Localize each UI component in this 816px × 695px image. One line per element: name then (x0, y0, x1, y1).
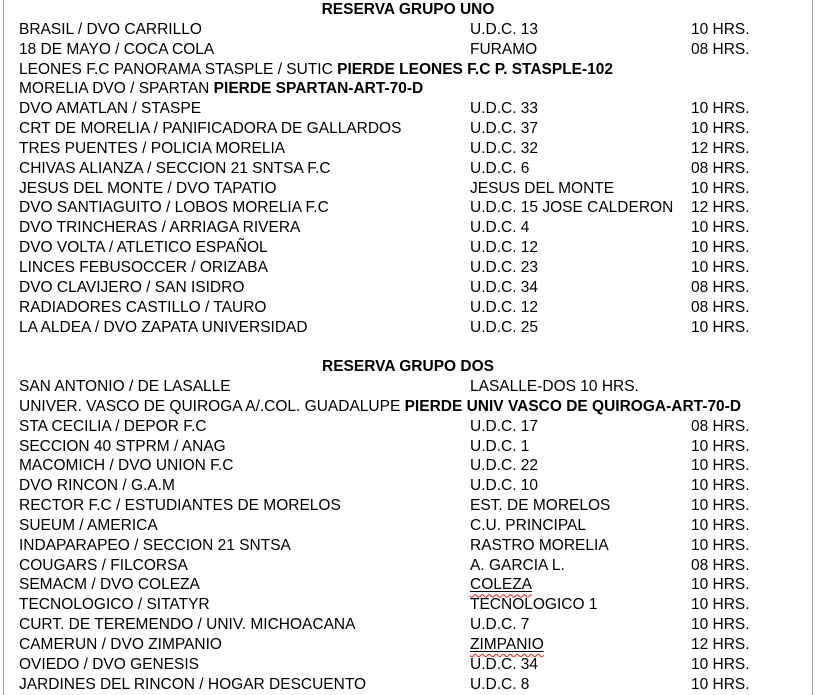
time-cell: 08 HRS. (691, 417, 750, 435)
venue-cell: U.D.C. 22 (470, 457, 539, 475)
forfeit-note-text: PIERDE LEONES F.C P. STASPLE-102 (337, 60, 614, 78)
match-teams-text: JARDINES DEL RINCON / HOGAR DESCUENTO (19, 675, 367, 693)
forfeit-note-text: PIERDE SPARTAN-ART-70-D (213, 80, 424, 98)
match-teams-text: JESUS DEL MONTE / DVO TAPATIO (19, 179, 277, 197)
match-teams-text: DVO TRINCHERAS / ARRIAGA RIVERA (19, 219, 301, 237)
schedule-row (0, 238, 816, 258)
schedule-row (0, 298, 816, 318)
schedule-row (0, 139, 816, 159)
time-cell: 10 HRS. (691, 120, 750, 138)
blank-line (0, 337, 816, 357)
section-title-text: RESERVA GRUPO DOS (322, 358, 494, 376)
schedule-row (0, 397, 816, 417)
time-cell: 08 HRS. (691, 298, 750, 316)
match-teams-text: MACOMICH / DVO UNION F.C (19, 457, 234, 475)
time-cell: 10 HRS. (691, 437, 750, 455)
schedule-row (0, 536, 816, 556)
match-teams-text: TRES PUENTES / POLICIA MORELIA (19, 139, 286, 157)
time-cell: 08 HRS. (691, 556, 750, 574)
schedule-row (0, 40, 816, 60)
schedule-row (0, 675, 816, 695)
time-cell: 10 HRS. (691, 457, 750, 475)
venue-cell: U.D.C. 10 (470, 477, 539, 495)
match-teams-text: DVO SANTIAGUITO / LOBOS MORELIA F.C (19, 199, 329, 217)
venue-cell: U.D.C. 25 (470, 318, 539, 336)
venue-cell: U.D.C. 4 (470, 219, 530, 237)
match-teams-text: TECNOLOGICO / SITATYR (19, 596, 210, 614)
schedule-row (0, 615, 816, 635)
schedule-row (0, 218, 816, 238)
section-title (0, 0, 816, 20)
time-cell: 10 HRS. (691, 100, 750, 118)
time-cell: 12 HRS. (691, 636, 750, 653)
match-teams-text: DVO AMATLAN / STASPE (19, 100, 202, 118)
schedule-row (0, 456, 816, 476)
time-cell: 10 HRS. (691, 219, 750, 237)
match-teams-text: INDAPARAPEO / SECCION 21 SNTSA (19, 536, 291, 554)
match-teams-text: RECTOR F.C / ESTUDIANTES DE MORELOS (19, 497, 341, 515)
schedule-row (0, 60, 816, 80)
forfeit-note-text: PIERDE UNIV VASCO DE QUIROGA-ART-70-D (404, 397, 742, 415)
schedule-row (0, 437, 816, 457)
venue-text-misspelled: COLEZA (470, 576, 533, 594)
time-cell: 08 HRS. (691, 159, 750, 177)
venue-cell: U.D.C. 33 (470, 100, 539, 118)
match-teams-text: MORELIA DVO / SPARTAN (19, 80, 210, 98)
time-cell: 08 HRS. (691, 40, 750, 58)
time-cell: 12 HRS. (691, 199, 750, 217)
venue-cell: U.D.C. 12 (470, 298, 539, 316)
time-cell: 10 HRS. (691, 318, 750, 336)
venue-cell: U.D.C. 6 (470, 159, 530, 177)
schedule-row (0, 258, 816, 278)
section-title-text: RESERVA GRUPO UNO (321, 1, 495, 18)
time-cell: 10 HRS. (691, 258, 750, 276)
match-teams-text: LEONES F.C PANORAMA STASPLE / SUTIC (19, 60, 333, 78)
match-teams-text: OVIEDO / DVO GENESIS (19, 655, 200, 673)
schedule-row (0, 556, 816, 576)
venue-cell: U.D.C. 34 (470, 278, 539, 296)
schedule-row (0, 635, 816, 655)
venue-cell: U.D.C. 34 (470, 655, 539, 673)
venue-cell: U.D.C. 12 (470, 239, 539, 257)
match-teams-text: SUEUM / AMERICA (19, 516, 158, 534)
venue-cell: U.D.C. 17 (470, 417, 539, 435)
schedule-row (0, 159, 816, 179)
schedule-row (0, 79, 816, 99)
time-cell: 10 HRS. (691, 20, 750, 38)
schedule-row (0, 20, 816, 40)
venue-cell: U.D.C. 7 (470, 616, 530, 634)
match-teams-text: LINCES FEBUSOCCER / ORIZABA (19, 258, 268, 276)
time-cell: 08 HRS. (691, 278, 750, 296)
match-teams-text: COUGARS / FILCORSA (19, 556, 188, 574)
venue-cell: FURAMO (470, 40, 538, 58)
time-cell: 10 HRS. (691, 596, 750, 614)
venue-cell: TECNOLOGICO 1 (470, 596, 598, 614)
match-teams-text: DVO CLAVIJERO / SAN ISIDRO (19, 278, 245, 296)
match-teams-text: LA ALDEA / DVO ZAPATA UNIVERSIDAD (19, 318, 308, 336)
venue-cell: RASTRO MORELIA (470, 536, 609, 554)
venue-cell: EST. DE MORELOS (470, 497, 611, 515)
schedule-row (0, 318, 816, 338)
match-teams-text: SEMACM / DVO COLEZA (19, 576, 200, 594)
schedule-row (0, 417, 816, 437)
match-teams-text: CURT. DE TEREMENDO / UNIV. MICHOACANA (19, 616, 356, 634)
time-cell: 10 HRS. (691, 239, 750, 257)
venue-cell (470, 635, 544, 655)
venue-cell: LASALLE-DOS 10 HRS. (470, 378, 639, 396)
schedule-row (0, 377, 816, 397)
time-cell: 10 HRS. (691, 477, 750, 495)
venue-cell: U.D.C. 8 (470, 675, 530, 693)
venue-cell (470, 575, 532, 595)
venue-cell: U.D.C. 23 (470, 258, 539, 276)
match-teams-text: SAN ANTONIO / DE LASALLE (19, 378, 231, 396)
venue-cell: A. GARCIA L. (470, 556, 565, 574)
venue-cell: U.D.C. 37 (470, 120, 539, 138)
match-teams-text: CAMERUN / DVO ZIMPANIO (19, 636, 222, 653)
match-teams-text: CHIVAS ALIANZA / SECCION 21 SNTSA F.C (19, 159, 331, 177)
match-teams-text: DVO VOLTA / ATLETICO ESPAÑOL (19, 239, 268, 257)
schedule-row (0, 198, 816, 218)
schedule-row (0, 595, 816, 615)
time-cell: 10 HRS. (691, 675, 750, 693)
schedule-row (0, 99, 816, 119)
time-cell: 12 HRS. (691, 139, 750, 157)
schedule-row (0, 119, 816, 139)
time-cell: 10 HRS. (691, 655, 750, 673)
schedule-row (0, 179, 816, 199)
venue-cell: U.D.C. 13 (470, 20, 539, 38)
schedule-row (0, 278, 816, 298)
schedule-row (0, 655, 816, 675)
match-teams-text: DVO RINCON / G.A.M (19, 477, 175, 495)
match-teams-text: UNIVER. VASCO DE QUIROGA A/.COL. GUADALUPE (19, 397, 401, 415)
venue-cell: C.U. PRINCIPAL (470, 516, 586, 534)
section-title (0, 357, 816, 377)
time-cell: 10 HRS. (691, 576, 750, 594)
match-teams-text: BRASIL / DVO CARRILLO (19, 20, 202, 38)
match-teams-text: RADIADORES CASTILLO / TAURO (19, 298, 267, 316)
venue-cell: U.D.C. 15 JOSE CALDERON (470, 199, 674, 217)
schedule-row (0, 496, 816, 516)
match-teams-text: CRT DE MORELIA / PANIFICADORA DE GALLARDOS (19, 120, 402, 138)
venue-cell: U.D.C. 32 (470, 139, 539, 157)
schedule-row (0, 575, 816, 595)
match-teams-text: STA CECILIA / DEPOR F.C (19, 417, 207, 435)
venue-text-misspelled: ZIMPANIO (470, 636, 544, 653)
time-cell: 10 HRS. (691, 536, 750, 554)
match-teams-text: SECCION 40 STPRM / ANAG (19, 437, 226, 455)
venue-cell: U.D.C. 1 (470, 437, 530, 455)
time-cell: 10 HRS. (691, 516, 750, 534)
time-cell: 10 HRS. (691, 616, 750, 634)
time-cell: 10 HRS. (691, 497, 750, 515)
match-teams-text: 18 DE MAYO / COCA COLA (19, 40, 215, 58)
venue-cell: JESUS DEL MONTE (470, 179, 615, 197)
schedule-row (0, 476, 816, 496)
time-cell: 10 HRS. (691, 179, 750, 197)
schedule-row (0, 516, 816, 536)
